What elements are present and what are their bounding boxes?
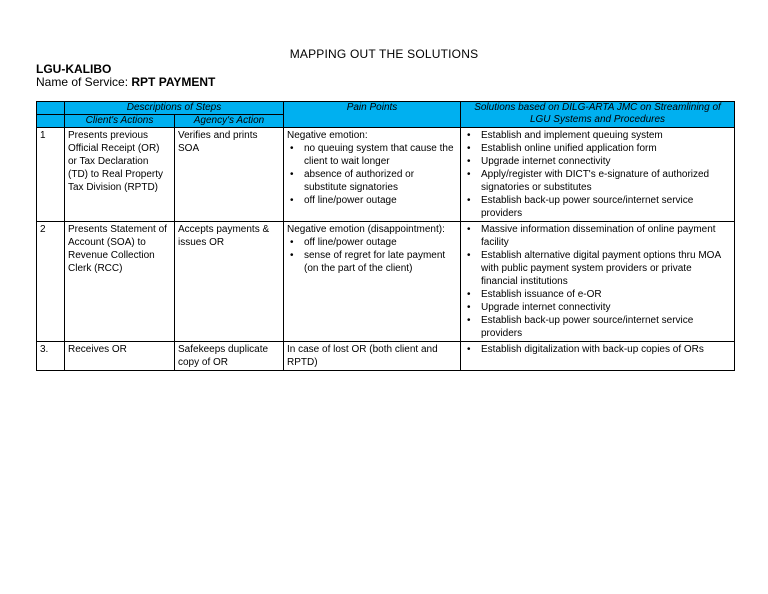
service-name: RPT PAYMENT — [131, 75, 216, 89]
solution-item: • Establish issuance of e-OR — [464, 288, 731, 301]
pain-item: • sense of regret for late payment (on the part of the client) — [287, 249, 457, 275]
solutions-cell — [461, 128, 735, 222]
agency-action-cell: Accepts payments & issues OR — [175, 222, 284, 342]
solutions-list — [464, 343, 731, 356]
pain-item: • no queuing system that cause the client to wait longer — [287, 142, 457, 168]
header-solutions: Solutions based on DILG-ARTA JMC on Streamlining of LGU Systems and Procedures — [461, 102, 735, 128]
table-row — [37, 128, 735, 222]
pain-item: • off line/power outage — [287, 236, 457, 249]
solution-item: • Establish online unified application form — [464, 142, 731, 155]
header-blank — [37, 102, 65, 115]
pain-lead: Negative emotion: — [287, 130, 368, 141]
pain-item: • off line/power outage — [287, 194, 457, 207]
solution-item: • Establish alternative digital payment options thru MOA with public payment system providers or private financial institutions — [464, 249, 731, 288]
row-number: 1 — [37, 128, 65, 222]
client-action-cell: Receives OR — [65, 342, 175, 371]
pain-lead: Negative emotion (disappointment): — [287, 224, 445, 235]
agency-action-cell: Safekeeps duplicate copy of OR — [175, 342, 284, 371]
table-body — [37, 128, 735, 371]
solution-item: • Upgrade internet connectivity — [464, 155, 731, 168]
solution-item: • Establish and implement queuing system — [464, 129, 731, 142]
solution-item: • Establish back-up power source/internet service providers — [464, 194, 731, 220]
pain-list — [287, 236, 457, 275]
table-row — [37, 342, 735, 371]
document-title: MAPPING OUT THE SOLUTIONS — [289, 47, 479, 61]
client-action-cell: Presents Statement of Account (SOA) to Revenue Collection Clerk (RCC) — [65, 222, 175, 342]
solutions-cell — [461, 222, 735, 342]
header-row-1 — [37, 102, 735, 115]
solution-item: • Apply/register with DICT's e-signature of authorized signatories or substitutes — [464, 168, 731, 194]
row-number: 2 — [37, 222, 65, 342]
header-clients-actions: Client's Actions — [65, 115, 175, 128]
pain-lead: In case of lost OR (both client and RPTD) — [287, 344, 438, 368]
agency-action-cell: Verifies and prints SOA — [175, 128, 284, 222]
pain-points-cell — [284, 222, 461, 342]
pain-points-cell — [284, 128, 461, 222]
org-name: LGU-KALIBO — [36, 62, 112, 76]
solution-item: • Massive information dissemination of online payment facility — [464, 223, 731, 249]
solutions-list — [464, 223, 731, 340]
solution-item: • Establish back-up power source/internet service providers — [464, 314, 731, 340]
row-number: 3. — [37, 342, 65, 371]
header-descriptions: Descriptions of Steps — [65, 102, 284, 115]
client-action-cell: Presents previous Official Receipt (OR) or Tax Declaration (TD) to Real Property Tax Division (RPTD) — [65, 128, 175, 222]
solutions-list — [464, 129, 731, 220]
service-label: Name of Service: — [36, 75, 132, 89]
solution-item: • Upgrade internet connectivity — [464, 301, 731, 314]
header-blank-2 — [37, 115, 65, 128]
table-row — [37, 222, 735, 342]
solutions-cell — [461, 342, 735, 371]
solution-item: • Establish digitalization with back-up copies of ORs — [464, 343, 731, 356]
header-pain-points: Pain Points — [284, 102, 461, 128]
service-line — [36, 75, 215, 89]
header-agency-action: Agency's Action — [175, 115, 284, 128]
solutions-table — [36, 101, 735, 371]
pain-item: • absence of authorized or substitute signatories — [287, 168, 457, 194]
pain-points-cell — [284, 342, 461, 371]
pain-list — [287, 142, 457, 207]
